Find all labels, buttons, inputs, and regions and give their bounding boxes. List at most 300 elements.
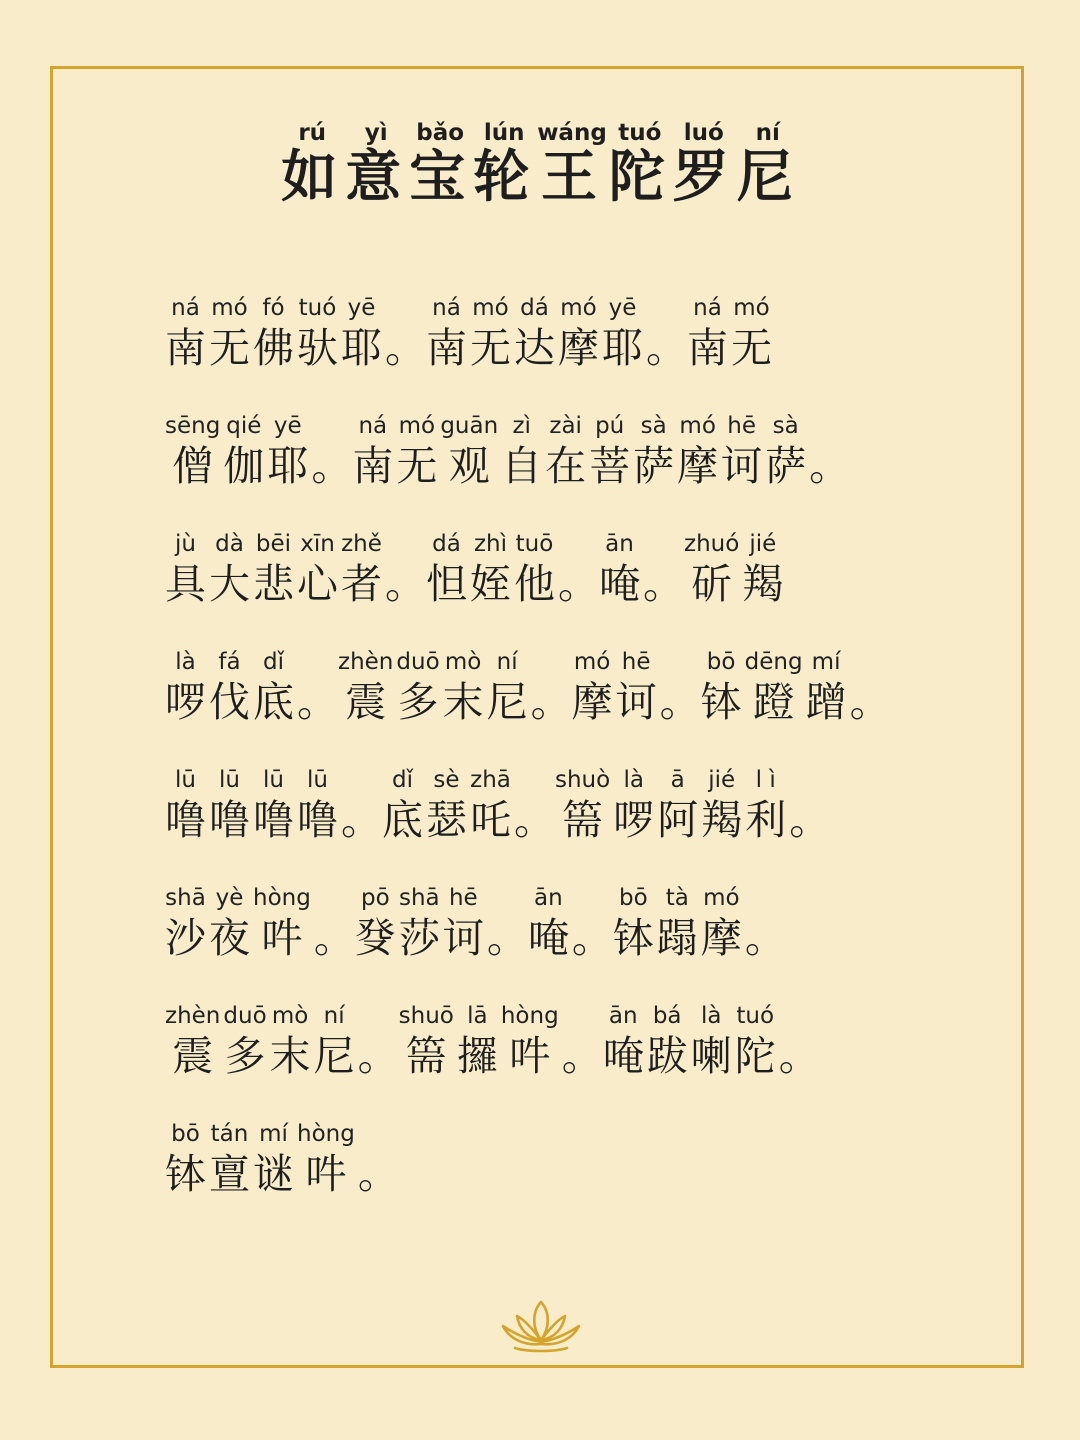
hanzi: 摩 bbox=[571, 677, 613, 726]
pinyin: luó bbox=[672, 120, 735, 146]
mantra-line bbox=[165, 964, 945, 1082]
hanzi: 佛 bbox=[253, 323, 294, 372]
hanzi-with-pinyin bbox=[701, 885, 742, 964]
pinyin: ní bbox=[313, 1002, 355, 1029]
hanzi: 蹭 bbox=[805, 677, 847, 726]
hanzi: 无 bbox=[396, 441, 438, 490]
hanzi: 南 bbox=[426, 323, 467, 372]
punctuation: 。 bbox=[646, 323, 687, 372]
hanzi-with-pinyin bbox=[253, 767, 294, 846]
pinyin: ān bbox=[602, 1002, 644, 1029]
hanzi: 菩 bbox=[589, 441, 631, 490]
hanzi: 斫 bbox=[684, 559, 740, 608]
hanzi: 罗 bbox=[672, 145, 735, 210]
hanzi: 钵 bbox=[700, 677, 742, 726]
hanzi: 萨 bbox=[765, 441, 807, 490]
hanzi-with-pinyin bbox=[745, 767, 786, 846]
hanzi-with-pinyin bbox=[457, 1003, 498, 1082]
pinyin: yè bbox=[209, 884, 250, 911]
hanzi: 诃 bbox=[442, 913, 484, 962]
hanzi-with-pinyin bbox=[165, 885, 206, 964]
pinyin: jié bbox=[701, 766, 743, 793]
hanzi-with-pinyin bbox=[609, 122, 671, 213]
punctuation: 。 bbox=[385, 323, 426, 372]
hanzi-with-pinyin bbox=[737, 122, 799, 213]
hanzi: 在 bbox=[545, 441, 587, 490]
hanzi: 宝 bbox=[409, 145, 472, 210]
mantra-line bbox=[165, 1082, 945, 1200]
pinyin: sè bbox=[426, 766, 467, 793]
hanzi-with-pinyin bbox=[165, 1003, 220, 1082]
pinyin: pō bbox=[354, 884, 396, 911]
pinyin: jù bbox=[165, 530, 206, 557]
pinyin: lū bbox=[253, 766, 294, 793]
pinyin: tuō bbox=[514, 530, 555, 557]
hanzi: 吽 bbox=[500, 1031, 559, 1080]
hanzi: 钵 bbox=[612, 913, 654, 962]
hanzi-with-pinyin bbox=[209, 649, 250, 728]
pinyin: wáng bbox=[537, 120, 607, 146]
hanzi: 莎 bbox=[398, 913, 440, 962]
hanzi-with-pinyin bbox=[253, 531, 294, 610]
mantra-line bbox=[165, 610, 945, 728]
hanzi: 啰 bbox=[613, 795, 655, 844]
hanzi: 耶 bbox=[602, 323, 643, 372]
pinyin: sà bbox=[633, 412, 675, 439]
hanzi: 姪 bbox=[470, 559, 511, 608]
hanzi: 尼 bbox=[486, 677, 528, 726]
hanzi: 观 bbox=[440, 441, 499, 490]
hanzi: 震 bbox=[338, 677, 394, 726]
hanzi-with-pinyin bbox=[514, 531, 555, 610]
hanzi-with-pinyin bbox=[487, 649, 528, 728]
pinyin: lún bbox=[473, 120, 536, 146]
punctuation: 。 bbox=[341, 795, 382, 844]
pinyin: bēi bbox=[253, 530, 294, 557]
hanzi-with-pinyin bbox=[684, 531, 739, 610]
hanzi-with-pinyin bbox=[426, 767, 467, 846]
hanzi-with-pinyin bbox=[443, 649, 484, 728]
hanzi-with-pinyin bbox=[314, 1003, 355, 1082]
hanzi: 底 bbox=[382, 795, 423, 844]
hanzi-with-pinyin bbox=[396, 649, 439, 728]
hanzi-with-pinyin bbox=[745, 649, 803, 728]
pinyin: mí bbox=[805, 648, 847, 675]
hanzi: 喇 bbox=[690, 1031, 732, 1080]
pinyin: hē bbox=[721, 412, 763, 439]
hanzi: 跋 bbox=[646, 1031, 688, 1080]
hanzi: 南 bbox=[352, 441, 394, 490]
hanzi: 啰 bbox=[165, 677, 206, 726]
hanzi: 心 bbox=[297, 559, 338, 608]
hanzi: 具 bbox=[165, 559, 206, 608]
punctuation: 。 bbox=[789, 795, 831, 844]
pinyin: là bbox=[690, 1002, 732, 1029]
pinyin: yē bbox=[602, 294, 643, 321]
hanzi: 唵 bbox=[602, 1031, 644, 1080]
hanzi: 伐 bbox=[209, 677, 250, 726]
hanzi-with-pinyin bbox=[409, 122, 471, 213]
mantra-line bbox=[165, 728, 945, 846]
pinyin: shā bbox=[398, 884, 440, 911]
hanzi-with-pinyin bbox=[382, 767, 423, 846]
hanzi-with-pinyin bbox=[735, 1003, 776, 1082]
pinyin: dǐ bbox=[382, 766, 423, 793]
hanzi: 摩 bbox=[700, 913, 742, 962]
pinyin: sà bbox=[765, 412, 807, 439]
hanzi: 他 bbox=[514, 559, 555, 608]
pinyin: qié bbox=[223, 412, 265, 439]
mantra-text bbox=[165, 256, 945, 1200]
hanzi-with-pinyin bbox=[572, 649, 613, 728]
hanzi-with-pinyin bbox=[396, 413, 437, 492]
pinyin: tuó bbox=[734, 1002, 776, 1029]
hanzi: 篅 bbox=[398, 1031, 454, 1080]
hanzi-with-pinyin bbox=[701, 767, 742, 846]
pinyin: zhā bbox=[470, 766, 511, 793]
punctuation: 。 bbox=[744, 913, 786, 962]
hanzi-with-pinyin bbox=[742, 531, 783, 610]
hanzi: 羯 bbox=[701, 795, 743, 844]
hanzi: 震 bbox=[165, 1031, 221, 1080]
pinyin: zhuó bbox=[684, 530, 740, 557]
pinyin: dà bbox=[209, 530, 250, 557]
hanzi: 南 bbox=[687, 323, 728, 372]
punctuation: 。 bbox=[558, 559, 599, 608]
hanzi-with-pinyin bbox=[470, 531, 511, 610]
hanzi-with-pinyin bbox=[657, 767, 698, 846]
pinyin: bǎo bbox=[409, 120, 472, 146]
hanzi: 噜 bbox=[253, 795, 294, 844]
hanzi: 吒 bbox=[470, 795, 511, 844]
hanzi-with-pinyin bbox=[806, 649, 847, 728]
hanzi: 无 bbox=[731, 323, 772, 372]
pinyin: ní bbox=[736, 120, 799, 146]
hanzi-with-pinyin bbox=[545, 413, 586, 492]
hanzi: 诃 bbox=[615, 677, 657, 726]
hanzi: 多 bbox=[223, 1031, 267, 1080]
hanzi-with-pinyin bbox=[537, 122, 607, 213]
pinyin: mó bbox=[558, 294, 599, 321]
hanzi: 末 bbox=[269, 1031, 311, 1080]
pinyin: zhèn bbox=[165, 1002, 221, 1029]
hanzi: 蹬 bbox=[744, 677, 803, 726]
hanzi-with-pinyin bbox=[673, 122, 735, 213]
pinyin: yì bbox=[345, 120, 408, 146]
pinyin: shuō bbox=[398, 1002, 454, 1029]
hanzi: 唵 bbox=[527, 913, 569, 962]
hanzi-with-pinyin bbox=[677, 413, 718, 492]
hanzi: 达 bbox=[514, 323, 555, 372]
pinyin: zhì bbox=[470, 530, 511, 557]
pinyin: sēng bbox=[165, 412, 221, 439]
hanzi-with-pinyin bbox=[297, 295, 338, 374]
pinyin: ní bbox=[486, 648, 528, 675]
pinyin: mó bbox=[470, 294, 511, 321]
punctuation: 。 bbox=[659, 677, 701, 726]
hanzi: 轮 bbox=[473, 145, 536, 210]
pinyin: ná bbox=[165, 294, 206, 321]
hanzi-with-pinyin bbox=[341, 295, 382, 374]
pinyin: ná bbox=[352, 412, 394, 439]
hanzi: 阿 bbox=[657, 795, 699, 844]
hanzi: 末 bbox=[442, 677, 484, 726]
hanzi: 无 bbox=[209, 323, 250, 372]
hanzi: 唵 bbox=[599, 559, 640, 608]
pinyin: mó bbox=[677, 412, 719, 439]
pinyin: hē bbox=[615, 648, 657, 675]
hanzi: 萨 bbox=[633, 441, 675, 490]
hanzi-with-pinyin bbox=[165, 1121, 206, 1200]
hanzi-with-pinyin bbox=[352, 413, 393, 492]
hanzi-with-pinyin bbox=[341, 531, 382, 610]
hanzi: 陀 bbox=[734, 1031, 776, 1080]
pinyin: hòng bbox=[253, 884, 311, 911]
hanzi-with-pinyin bbox=[297, 767, 338, 846]
pinyin: duō bbox=[223, 1002, 267, 1029]
hanzi: 耶 bbox=[267, 441, 309, 490]
pinyin: fá bbox=[209, 648, 250, 675]
pinyin: hòng bbox=[500, 1002, 559, 1029]
hanzi: 摩 bbox=[558, 323, 599, 372]
hanzi: 怛 bbox=[426, 559, 467, 608]
hanzi-with-pinyin bbox=[633, 413, 674, 492]
punctuation: 。 bbox=[849, 677, 891, 726]
hanzi: 利 bbox=[745, 795, 787, 844]
hanzi-with-pinyin bbox=[297, 531, 338, 610]
hanzi-with-pinyin bbox=[267, 413, 308, 492]
punctuation: 。 bbox=[778, 1031, 820, 1080]
hanzi-with-pinyin bbox=[528, 885, 569, 964]
pinyin: lā bbox=[456, 1002, 498, 1029]
punctuation: 。 bbox=[514, 795, 555, 844]
hanzi-with-pinyin bbox=[657, 885, 698, 964]
pinyin: ān bbox=[527, 884, 569, 911]
punctuation: 。 bbox=[809, 441, 851, 490]
hanzi-with-pinyin bbox=[223, 413, 264, 492]
pinyin: rú bbox=[281, 120, 344, 146]
hanzi: 伽 bbox=[223, 441, 265, 490]
hanzi-with-pinyin bbox=[209, 531, 250, 610]
pinyin: lū bbox=[209, 766, 250, 793]
punctuation: 。 bbox=[357, 1031, 399, 1080]
pinyin: mò bbox=[442, 648, 484, 675]
pinyin: mí bbox=[253, 1120, 294, 1147]
hanzi: 亶 bbox=[209, 1149, 250, 1198]
hanzi-with-pinyin bbox=[558, 295, 599, 374]
hanzi-with-pinyin bbox=[426, 531, 467, 610]
hanzi-with-pinyin bbox=[165, 295, 206, 374]
pinyin: zhèn bbox=[338, 648, 394, 675]
pinyin: mò bbox=[269, 1002, 311, 1029]
hanzi-with-pinyin bbox=[613, 885, 654, 964]
hanzi-with-pinyin bbox=[602, 295, 643, 374]
pinyin: zài bbox=[545, 412, 587, 439]
pinyin: bō bbox=[165, 1120, 206, 1147]
pinyin: ā bbox=[657, 766, 699, 793]
pinyin: mó bbox=[209, 294, 250, 321]
hanzi: 尼 bbox=[313, 1031, 355, 1080]
punctuation: 。 bbox=[311, 441, 353, 490]
pinyin: tuó bbox=[608, 120, 671, 146]
pinyin: mó bbox=[700, 884, 742, 911]
hanzi: 耶 bbox=[341, 323, 382, 372]
pinyin: lū bbox=[165, 766, 206, 793]
hanzi: 蹋 bbox=[656, 913, 698, 962]
pinyin: hē bbox=[442, 884, 484, 911]
hanzi: 噜 bbox=[165, 795, 206, 844]
hanzi: 者 bbox=[341, 559, 382, 608]
hanzi-with-pinyin bbox=[209, 767, 250, 846]
pinyin: l ì bbox=[745, 766, 787, 793]
hanzi: 自 bbox=[501, 441, 543, 490]
hanzi-with-pinyin bbox=[687, 295, 728, 374]
hanzi: 意 bbox=[345, 145, 408, 210]
pinyin: zhě bbox=[341, 530, 382, 557]
hanzi-with-pinyin bbox=[209, 1121, 250, 1200]
pinyin: mó bbox=[571, 648, 613, 675]
pinyin: duō bbox=[396, 648, 440, 675]
hanzi: 无 bbox=[470, 323, 511, 372]
hanzi: 沙 bbox=[165, 913, 206, 962]
hanzi-with-pinyin bbox=[209, 885, 250, 964]
hanzi-with-pinyin bbox=[691, 1003, 732, 1082]
pinyin: bá bbox=[646, 1002, 688, 1029]
punctuation: 。 bbox=[486, 913, 528, 962]
punctuation: 。 bbox=[297, 677, 338, 726]
pinyin: hòng bbox=[297, 1120, 355, 1147]
hanzi: 如 bbox=[281, 145, 344, 210]
hanzi-with-pinyin bbox=[647, 1003, 688, 1082]
hanzi-with-pinyin bbox=[165, 767, 206, 846]
hanzi-with-pinyin bbox=[281, 122, 343, 213]
hanzi-with-pinyin bbox=[589, 413, 630, 492]
hanzi-with-pinyin bbox=[209, 295, 250, 374]
punctuation: 。 bbox=[643, 559, 684, 608]
hanzi-with-pinyin bbox=[223, 1003, 266, 1082]
mantra-line bbox=[165, 492, 945, 610]
hanzi: 尼 bbox=[736, 145, 799, 210]
pinyin: guān bbox=[440, 412, 499, 439]
pinyin: dǐ bbox=[253, 648, 294, 675]
hanzi-with-pinyin bbox=[721, 413, 762, 492]
hanzi-with-pinyin bbox=[165, 649, 206, 728]
pinyin: yē bbox=[341, 294, 382, 321]
pinyin: fó bbox=[253, 294, 294, 321]
hanzi-with-pinyin bbox=[514, 295, 555, 374]
hanzi-with-pinyin bbox=[297, 1121, 355, 1200]
hanzi-with-pinyin bbox=[399, 885, 440, 964]
lotus-icon bbox=[497, 1296, 585, 1354]
hanzi-with-pinyin bbox=[613, 767, 654, 846]
hanzi: 噜 bbox=[297, 795, 338, 844]
pinyin: là bbox=[613, 766, 655, 793]
hanzi: 夜 bbox=[209, 913, 250, 962]
pinyin: zì bbox=[501, 412, 543, 439]
pinyin: tán bbox=[209, 1120, 250, 1147]
hanzi: 驮 bbox=[297, 323, 338, 372]
pinyin: pú bbox=[589, 412, 631, 439]
hanzi: 悲 bbox=[253, 559, 294, 608]
pinyin: dá bbox=[426, 530, 467, 557]
pinyin: là bbox=[165, 648, 206, 675]
hanzi: 南 bbox=[165, 323, 206, 372]
pinyin: dēng bbox=[744, 648, 803, 675]
hanzi: 瑟 bbox=[426, 795, 467, 844]
hanzi: 攞 bbox=[456, 1031, 498, 1080]
hanzi-with-pinyin bbox=[399, 1003, 454, 1082]
hanzi-with-pinyin bbox=[253, 649, 294, 728]
pinyin: mó bbox=[731, 294, 772, 321]
hanzi-with-pinyin bbox=[426, 295, 467, 374]
page-title bbox=[0, 122, 1080, 213]
punctuation: 。 bbox=[357, 1149, 399, 1198]
hanzi: 底 bbox=[253, 677, 294, 726]
hanzi: 僧 bbox=[165, 441, 221, 490]
hanzi: 谜 bbox=[253, 1149, 294, 1198]
hanzi-with-pinyin bbox=[165, 531, 206, 610]
pinyin: lū bbox=[297, 766, 338, 793]
pinyin: shā bbox=[165, 884, 206, 911]
hanzi-with-pinyin bbox=[253, 885, 311, 964]
punctuation: 。 bbox=[313, 913, 355, 962]
pinyin: jié bbox=[742, 530, 784, 557]
pinyin: shuò bbox=[555, 766, 611, 793]
hanzi-with-pinyin bbox=[355, 885, 396, 964]
hanzi-with-pinyin bbox=[473, 122, 535, 213]
hanzi-with-pinyin bbox=[616, 649, 657, 728]
pinyin: dá bbox=[514, 294, 555, 321]
hanzi-with-pinyin bbox=[555, 767, 610, 846]
hanzi-with-pinyin bbox=[165, 413, 220, 492]
pinyin: ān bbox=[599, 530, 640, 557]
hanzi: 陀 bbox=[608, 145, 671, 210]
hanzi-with-pinyin bbox=[501, 1003, 559, 1082]
hanzi: 羯 bbox=[742, 559, 784, 608]
hanzi: 癹 bbox=[354, 913, 396, 962]
punctuation: 。 bbox=[530, 677, 572, 726]
hanzi: 噜 bbox=[209, 795, 250, 844]
hanzi-with-pinyin bbox=[470, 767, 511, 846]
hanzi: 吽 bbox=[253, 913, 311, 962]
pinyin: tà bbox=[656, 884, 698, 911]
pinyin: bō bbox=[700, 648, 742, 675]
hanzi-with-pinyin bbox=[338, 649, 393, 728]
hanzi: 钵 bbox=[165, 1149, 206, 1198]
pinyin: tuó bbox=[297, 294, 338, 321]
punctuation: 。 bbox=[385, 559, 426, 608]
hanzi: 大 bbox=[209, 559, 250, 608]
hanzi-with-pinyin bbox=[440, 413, 498, 492]
punctuation: 。 bbox=[571, 913, 613, 962]
mantra-line bbox=[165, 374, 945, 492]
punctuation: 。 bbox=[561, 1031, 603, 1080]
hanzi-with-pinyin bbox=[599, 531, 640, 610]
hanzi: 诃 bbox=[721, 441, 763, 490]
hanzi-with-pinyin bbox=[345, 122, 407, 213]
hanzi-with-pinyin bbox=[765, 413, 806, 492]
hanzi-with-pinyin bbox=[701, 649, 742, 728]
hanzi: 王 bbox=[537, 145, 607, 210]
hanzi: 吽 bbox=[297, 1149, 355, 1198]
pinyin: bō bbox=[612, 884, 654, 911]
hanzi: 多 bbox=[396, 677, 440, 726]
pinyin: ná bbox=[426, 294, 467, 321]
hanzi-with-pinyin bbox=[470, 295, 511, 374]
pinyin: xīn bbox=[297, 530, 338, 557]
hanzi-with-pinyin bbox=[443, 885, 484, 964]
mantra-line bbox=[165, 846, 945, 964]
